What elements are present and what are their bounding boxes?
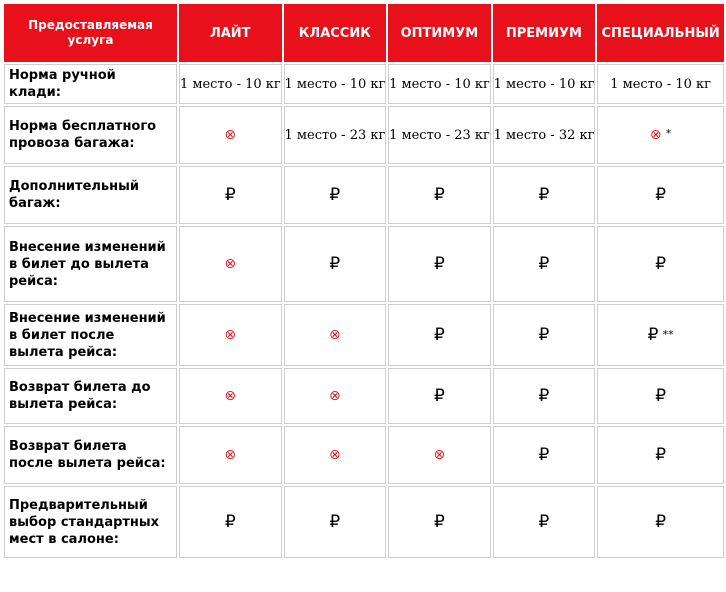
cell-value: 1 место - 10 кг [493,76,595,92]
table-cell [493,64,596,104]
table-cell [179,426,282,484]
row-label: Предварительный выбор стандартных мест в салоне: [4,486,177,558]
table-row [4,368,724,424]
not-included-icon: ⊗ [224,388,237,404]
table-cell [493,304,596,366]
table-row [4,426,724,484]
row-label: Возврат билета после вылета рейса: [4,426,177,484]
row-label: Возврат билета до вылета рейса: [4,368,177,424]
cell-value: 1 место - 10 кг [389,76,490,92]
table-cell [597,426,724,484]
table-cell [597,226,724,302]
ruble-icon: ₽ [538,254,550,274]
table-row [4,226,724,302]
table-cell [179,304,282,366]
cell-value: 1 место - 10 кг [284,76,386,92]
table-cell [493,426,596,484]
ruble-icon: ₽ [433,325,445,345]
table-cell [284,226,387,302]
tariff-header-lite: ЛАЙТ [179,4,282,62]
table-cell [284,106,387,164]
ruble-icon: ₽ [329,512,341,532]
ruble-icon: ₽ [433,512,445,532]
table-cell [179,106,282,164]
not-included-icon: ⊗ [328,327,341,343]
footnote-marker: * [665,127,672,140]
table-cell [388,368,491,424]
row-label: Норма ручной клади: [4,64,177,104]
tariff-header-special: СПЕЦИАЛЬНЫЙ [597,4,724,62]
cell-value: 1 место - 23 кг [284,127,386,143]
table-cell [597,486,724,558]
ruble-icon: ₽ [538,386,550,406]
ruble-icon: ₽ [538,512,550,532]
ruble-icon: ₽ [655,386,667,406]
tariff-header-classic: КЛАССИК [284,4,387,62]
table-cell [388,106,491,164]
ruble-icon: ₽ [433,254,445,274]
table-cell [284,426,387,484]
table-cell [597,64,724,104]
footnote-marker: ** [662,328,674,341]
header-row [4,4,724,62]
table-cell [388,304,491,366]
tariff-header-optimum: ОПТИМУМ [388,4,491,62]
table-row [4,166,724,224]
cell-value: 1 место - 23 кг [389,127,490,143]
fare-comparison-table [2,2,726,560]
table-cell [179,64,282,104]
table-cell [388,226,491,302]
table-cell [597,106,724,164]
table-cell [284,486,387,558]
table-cell [493,486,596,558]
row-label: Внесение изменений в билет до вылета рейса: [4,226,177,302]
ruble-icon: ₽ [538,325,550,345]
table-row [4,64,724,104]
not-included-icon: ⊗ [224,447,237,463]
ruble-icon: ₽ [655,185,667,205]
table-cell [388,486,491,558]
ruble-icon: ₽ [329,185,341,205]
table-cell [284,166,387,224]
not-included-icon: ⊗ [328,388,341,404]
ruble-icon: ₽ [433,386,445,406]
table-cell [284,304,387,366]
table-row [4,304,724,366]
not-included-icon: ⊗ [224,256,237,272]
cell-value: 1 место - 32 кг [493,127,595,143]
ruble-icon: ₽ [538,185,550,205]
table-row [4,106,724,164]
ruble-icon: ₽ [655,512,667,532]
cell-value: 1 место - 10 кг [179,76,281,92]
tariff-header-premium: ПРЕМИУМ [493,4,596,62]
table-cell [284,368,387,424]
ruble-icon: ₽ [655,445,667,465]
not-included-icon: ⊗ [649,127,662,143]
ruble-icon: ₽ [647,325,659,345]
table-cell [493,226,596,302]
not-included-icon: ⊗ [224,127,237,143]
table-cell [179,486,282,558]
not-included-icon: ⊗ [224,327,237,343]
cell-value: 1 место - 10 кг [610,76,711,92]
table-cell [388,64,491,104]
row-label: Внесение изменений в билет после вылета рейса: [4,304,177,366]
table-row [4,486,724,558]
table-cell [388,166,491,224]
service-column-header: Предоставляемая услуга [4,4,177,62]
table-cell [597,368,724,424]
ruble-icon: ₽ [224,512,236,532]
table-cell [493,106,596,164]
not-included-icon: ⊗ [328,447,341,463]
table-cell [179,166,282,224]
ruble-icon: ₽ [329,254,341,274]
table-cell [388,426,491,484]
row-label: Дополнительный багаж: [4,166,177,224]
ruble-icon: ₽ [224,185,236,205]
ruble-icon: ₽ [433,185,445,205]
ruble-icon: ₽ [538,445,550,465]
table-cell [597,166,724,224]
table-cell [284,64,387,104]
table-cell [179,368,282,424]
table-cell [179,226,282,302]
table-cell [493,166,596,224]
ruble-icon: ₽ [655,254,667,274]
row-label: Норма бесплатного провоза багажа: [4,106,177,164]
table-cell [493,368,596,424]
not-included-icon: ⊗ [433,447,446,463]
table-cell [597,304,724,366]
